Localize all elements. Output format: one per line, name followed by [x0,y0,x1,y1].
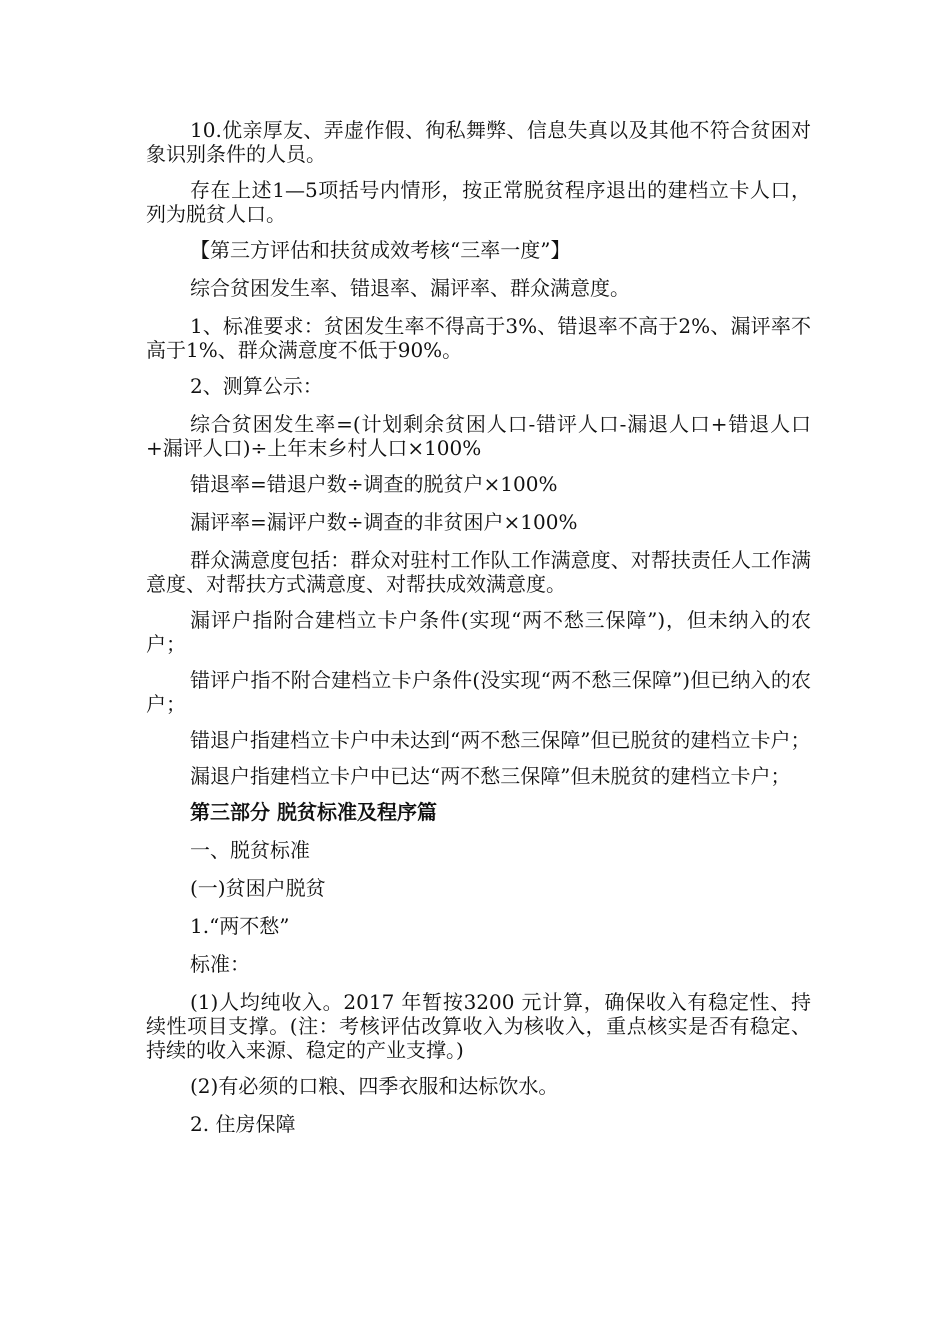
paragraph-income: (1)人均纯收入。2017 年暂按3200 元计算，确保收入有稳定性、持续性项目支撑。(注：考核评估改算收入为核收入，重点核实是否有稳定、持续的收入来源、稳定的产业支撑。) [146,990,811,1062]
paragraph-standard-requirements: 1、标准要求：贫困发生率不得高于3%、错退率不高于2%、漏评率不高于1%、群众满意度不低于90%。 [146,314,811,362]
paragraph-calc-title: 2、测算公示： [190,374,323,398]
paragraph-formula-incidence: 综合贫困发生率=(计划剩余贫困人口-错评人口-漏退人口+错退人口+漏评人口)÷上年末乡村人口×100% [146,412,811,460]
paragraph-food-clothing-water: (2)有必须的口粮、四季衣服和达标饮水。 [190,1074,559,1098]
paragraph-wrong-exit-household: 错退户指建档立卡户中未达到“两不愁三保障”但已脱贫的建档立卡户； [190,728,811,752]
section-heading-part-three: 第三部分 脱贫标准及程序篇 [190,800,437,824]
paragraph-formula-missed: 漏评率=漏评户数÷调查的非贫困户×100% [190,510,578,534]
paragraph-household-exit: (一)贫困户脱贫 [190,876,326,900]
paragraph-satisfaction: 群众满意度包括：群众对驻村工作队工作满意度、对帮扶责任人工作满意度、对帮扶方式满意度、对帮扶成效满意度。 [146,548,811,596]
paragraph-section-title: 【第三方评估和扶贫成效考核“三率一度”】 [190,238,571,262]
document-body [146,118,811,1150]
paragraph-exit-standard: 一、脱贫标准 [190,838,310,862]
paragraph-item-10: 10.优亲厚友、弄虚作假、徇私舞弊、信息失真以及其他不符合贫困对象识别条件的人员。 [146,118,811,166]
paragraph-poverty-exit: 存在上述1—5项括号内情形，按正常脱贫程序退出的建档立卡人口，列为脱贫人口。 [146,178,811,226]
paragraph-missed-exit-household: 漏退户指建档立卡户中已达“两不愁三保障”但未脱贫的建档立卡户； [190,764,791,788]
paragraph-two-no-worries: 1.“两不愁” [190,914,290,938]
paragraph-standard-label: 标准： [190,952,250,976]
paragraph-rates-list: 综合贫困发生率、错退率、漏评率、群众满意度。 [190,276,630,300]
paragraph-housing: 2. 住房保障 [190,1112,296,1136]
paragraph-wrong-household: 错评户指不附合建档立卡户条件(没实现“两不愁三保障”)但已纳入的农户； [146,668,811,716]
paragraph-formula-wrong-exit: 错退率=错退户数÷调查的脱贫户×100% [190,472,558,496]
paragraph-missed-household: 漏评户指附合建档立卡户条件(实现“两不愁三保障”)，但未纳入的农户； [146,608,811,656]
